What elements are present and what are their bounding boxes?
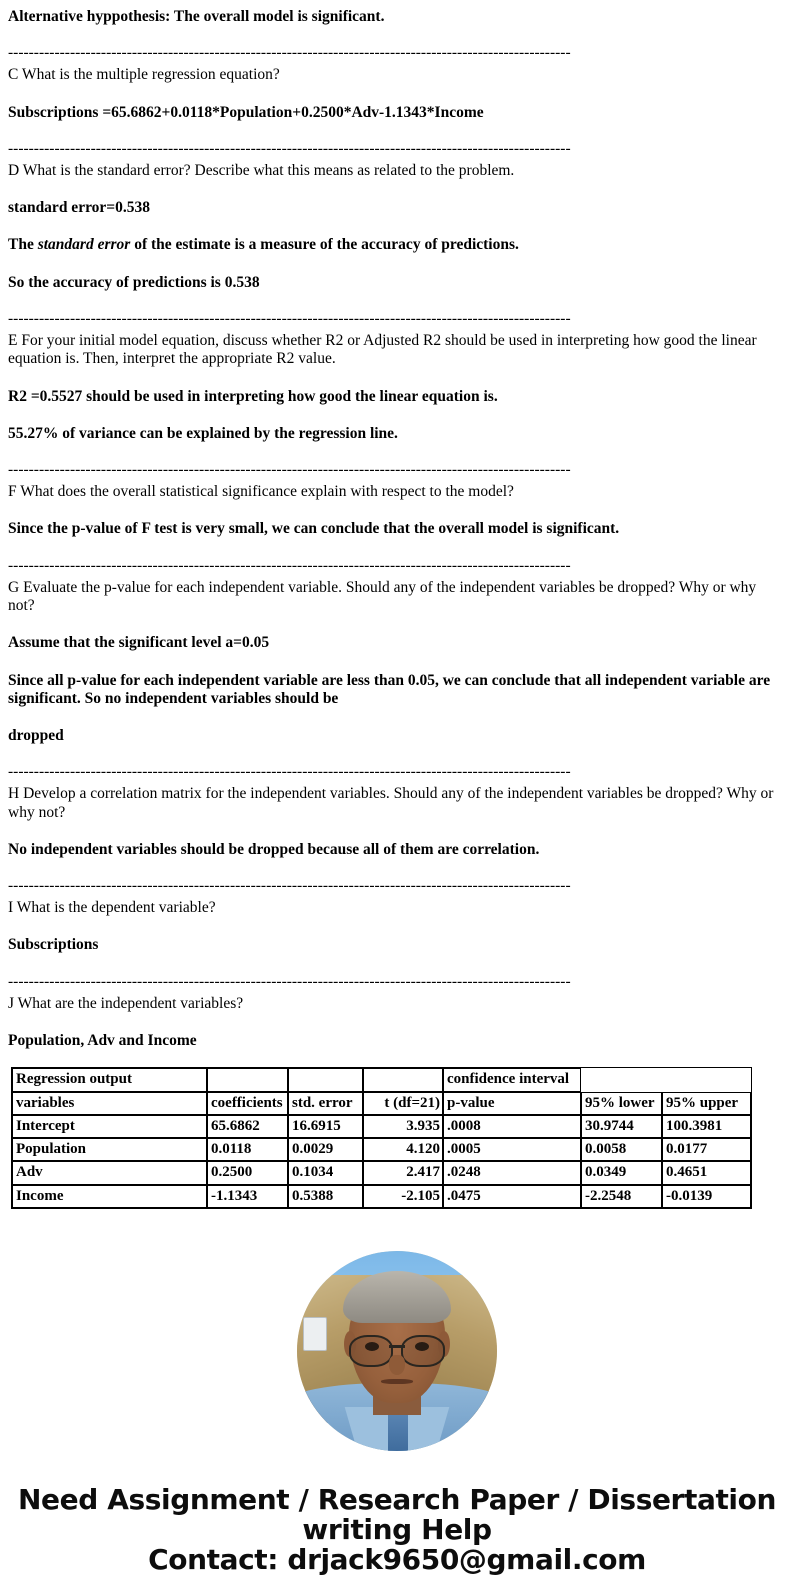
cell-t-statistic: 3.935 (363, 1115, 443, 1138)
spacer (8, 406, 786, 425)
regression-output-table (11, 1067, 752, 1209)
spacer (8, 615, 786, 634)
question-text: E For your initial model equation, discuss whether R2 or Adjusted R2 should be used in interpreting how good the linear equation is. Then, interpret the appropriate R2 value. (8, 331, 757, 368)
cell-std-error: 0.0029 (288, 1138, 363, 1161)
answer-text (8, 236, 786, 254)
cell-p-value: .0248 (443, 1161, 581, 1184)
section-separator: ------------------------------------------------------------------------------------------------------------- (8, 462, 571, 478)
cell-std-error: 0.1034 (288, 1161, 363, 1184)
spacer (8, 822, 786, 841)
header-ci-lower: 95% lower (581, 1092, 662, 1115)
cell-variable: Intercept (12, 1115, 207, 1138)
question-text: I What is the dependent variable? (8, 899, 216, 917)
answer-text: Subscriptions =65.6862+0.0118*Population+0.2500*Adv-1.1343*Income (8, 103, 484, 121)
table-row (12, 1115, 751, 1138)
cell-empty-upper (662, 1068, 751, 1091)
cell-ci-lower: -2.2548 (581, 1185, 662, 1208)
question-text: D What is the standard error? Describe what this means as related to the problem. (8, 161, 515, 179)
promo-line-2: writing Help (302, 1512, 492, 1546)
cell-ci-upper: 0.0177 (662, 1138, 751, 1161)
cell-ci-upper: 0.4651 (662, 1161, 751, 1184)
cell-coefficient: 65.6862 (207, 1115, 288, 1138)
answer-text: Subscriptions (8, 936, 99, 954)
cell-std-error: 0.5388 (288, 1185, 363, 1208)
question-text: H Develop a correlation matrix for the independent variables. Should any of the independent variables be dropped? Why or why not? (8, 785, 774, 821)
spacer (8, 1013, 786, 1032)
cell-t-statistic: 4.120 (363, 1138, 443, 1161)
photo-tie (388, 1411, 408, 1451)
cell-p-value: .0008 (443, 1115, 581, 1138)
table-row (12, 1161, 751, 1184)
question-text: F What does the overall statistical significance explain with respect to the model? (8, 483, 514, 501)
header-std-error: std. error (288, 1092, 363, 1115)
header-ci-upper: 95% upper (662, 1092, 751, 1115)
header-p-value: p-value (443, 1092, 581, 1115)
answer-text: Since the p-value of F test is very small, we can conclude that the overall model is significant. (8, 520, 620, 538)
spacer (8, 745, 786, 764)
cell-empty-t (363, 1068, 443, 1091)
cell-ci-lower: 0.0058 (581, 1138, 662, 1161)
table-row (12, 1138, 751, 1161)
cell-variable: Income (12, 1185, 207, 1208)
section-separator: ------------------------------------------------------------------------------------------------------------- (8, 310, 571, 326)
table-row-header (12, 1092, 751, 1115)
portrait-block (8, 1251, 786, 1451)
cell-coefficient: 0.2500 (207, 1161, 288, 1184)
cell-std-error: 16.6915 (288, 1115, 363, 1138)
cell-ci-upper: -0.0139 (662, 1185, 751, 1208)
answer-text: Assume that the significant level a=0.05 (8, 634, 270, 652)
photo-wall-switch (303, 1317, 327, 1351)
spacer (8, 369, 786, 388)
cell-p-value: .0475 (443, 1185, 581, 1208)
document-body (8, 8, 786, 1050)
spacer (8, 443, 786, 462)
header-coefficients: coefficients (207, 1092, 288, 1115)
cell-ci-lower: 0.0349 (581, 1161, 662, 1184)
answer-text: Alternative hyppothesis: The overall model is significant. (8, 8, 385, 25)
photo-mouth (381, 1379, 413, 1384)
cell-variable: Adv (12, 1161, 207, 1184)
spacer (8, 255, 786, 274)
promo-line-3: Contact: drjack9650@gmail.com (148, 1542, 646, 1576)
spacer (8, 180, 786, 199)
question-text: C What is the multiple regression equation? (8, 66, 280, 84)
spacer (8, 653, 786, 672)
spacer (8, 708, 786, 727)
spacer (8, 122, 786, 141)
spacer (8, 26, 786, 45)
cell-p-value: .0005 (443, 1138, 581, 1161)
cell-variable: Population (12, 1138, 207, 1161)
answer-text-pre: The (8, 236, 38, 254)
spacer (8, 539, 786, 558)
photo-nose (389, 1355, 405, 1375)
regression-table-wrapper (8, 1067, 786, 1209)
section-separator: ------------------------------------------------------------------------------------------------------------- (8, 45, 571, 61)
answer-text-post: of the estimate is a measure of the accuracy of predictions. (130, 236, 519, 254)
avatar (297, 1251, 497, 1451)
section-separator: ------------------------------------------------------------------------------------------------------------- (8, 878, 571, 894)
section-separator: ------------------------------------------------------------------------------------------------------------- (8, 140, 571, 156)
answer-text: Population, Adv and Income (8, 1032, 197, 1050)
section-separator: ------------------------------------------------------------------------------------------------------------- (8, 764, 571, 780)
table-row-title (12, 1068, 751, 1091)
spacer (8, 292, 786, 311)
header-t-statistic: t (df=21) (363, 1092, 443, 1115)
answer-text: dropped (8, 727, 64, 745)
cell-regression-output: Regression output (12, 1068, 207, 1091)
spacer (8, 501, 786, 520)
photo-lens-right (401, 1335, 445, 1367)
spacer (8, 955, 786, 974)
header-variables: variables (12, 1092, 207, 1115)
promo-footer (8, 1482, 786, 1576)
answer-text: No independent variables should be dropped because all of them are correlation. (8, 840, 540, 858)
answer-text: R2 =0.5527 should be used in interpreting how good the linear equation is. (8, 387, 498, 405)
section-separator: ------------------------------------------------------------------------------------------------------------- (8, 557, 571, 573)
answer-text: So the accuracy of predictions is 0.538 (8, 273, 260, 291)
spacer (8, 217, 786, 236)
spacer (8, 917, 786, 936)
answer-text: standard error=0.538 (8, 199, 151, 217)
cell-ci-upper: 100.3981 (662, 1115, 751, 1138)
answer-text-emphasis: standard error (37, 236, 131, 254)
cell-t-statistic: 2.417 (363, 1161, 443, 1184)
question-text: J What are the independent variables? (8, 994, 244, 1012)
spacer (8, 859, 786, 878)
cell-confidence-interval: confidence interval (443, 1068, 581, 1091)
cell-coefficient: 0.0118 (207, 1138, 288, 1161)
promo-line-1: Need Assignment / Research Paper / Dissertation (17, 1482, 776, 1516)
question-text: G Evaluate the p-value for each independent variable. Should any of the independent variables be dropped? Why or why not? (8, 578, 757, 614)
cell-ci-lower: 30.9744 (581, 1115, 662, 1138)
spacer (8, 85, 786, 104)
photo-lens-left (349, 1335, 393, 1367)
section-separator: ------------------------------------------------------------------------------------------------------------- (8, 973, 571, 989)
cell-t-statistic: -2.105 (363, 1185, 443, 1208)
table-row (12, 1185, 751, 1208)
cell-empty-coefficients (207, 1068, 288, 1091)
cell-coefficient: -1.1343 (207, 1185, 288, 1208)
answer-text: Since all p-value for each independent variable are less than 0.05, we can conclude that all independent variable are significant. So no independent variables should be (8, 671, 771, 707)
photo-glasses-bridge (389, 1345, 404, 1347)
cell-empty-std-error (288, 1068, 363, 1091)
answer-text: 55.27% of variance can be explained by the regression line. (8, 424, 398, 442)
cell-empty-lower (581, 1068, 662, 1091)
